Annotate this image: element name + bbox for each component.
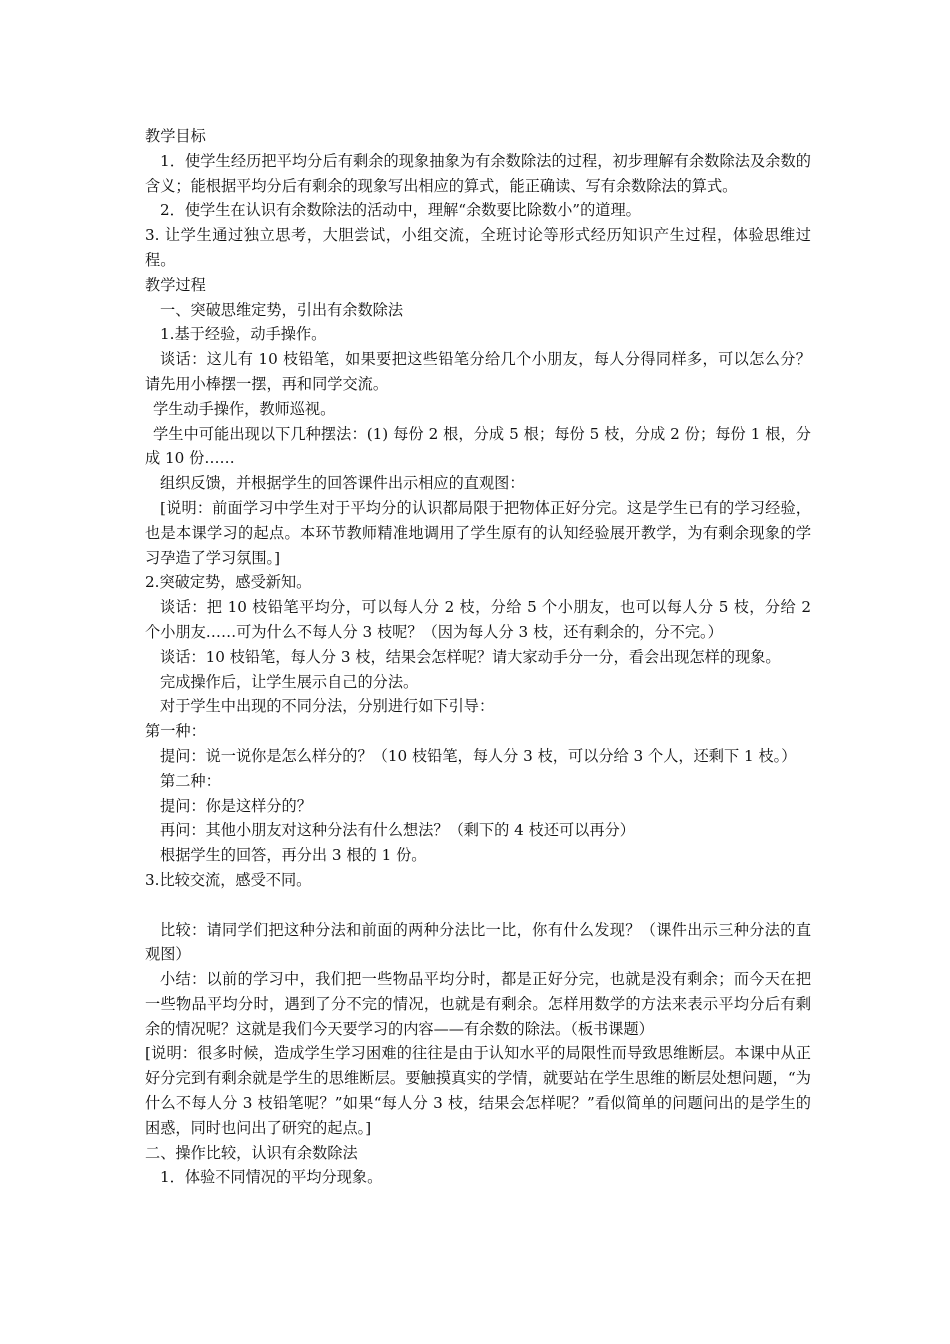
body-paragraph: 第二种： <box>160 771 221 790</box>
note-paragraph: [说明：前面学习中学生对于平均分的认识都局限于把物体正好分完。这是学生已有的学习经验，也是本课学习的起点。本环节教师精准地调用了学生原有的认知经验展开教学，为有剩余现象的学习孕造了学习氛围。] <box>145 498 811 567</box>
subsection-heading: 二、操作比较，认识有余数除法 <box>145 1143 358 1162</box>
subsection-heading: 一、突破思维定势，引出有余数除法 <box>160 300 403 319</box>
step-heading: 1．体验不同情况的平均分现象。 <box>160 1168 383 1187</box>
goal-item: 2．使学生在认识有余数除法的活动中，理解“余数要比除数小”的道理。 <box>160 201 641 220</box>
body-paragraph: 谈话：这儿有 10 枝铅笔，如果要把这些铅笔分给几个小朋友，每人分得同样多，可以怎么分？请先用小棒摆一摆，再和同学交流。 <box>145 350 811 393</box>
document-page <box>145 124 811 1190</box>
body-paragraph: 完成操作后，让学生展示自己的分法。 <box>160 672 419 691</box>
section-heading: 教学目标 <box>145 127 206 145</box>
goal-item: 3. 让学生通过独立思考，大胆尝试，小组交流，全班讨论等形式经历知识产生过程，体验思维过程。 <box>145 226 811 269</box>
body-paragraph: 提问：你是这样分的？ <box>160 796 312 815</box>
body-paragraph: 组织反馈，并根据学生的回答课件出示相应的直观图： <box>160 474 525 493</box>
note-paragraph: [说明：很多时候，造成学生学习困难的往往是由于认知水平的局限性而导致思维断层。本课中从正好分完到有剩余就是学生的思维断层。要触摸真实的学情，就要站在学生思维的断层处想问题，“为什么不每人分 3 枝铅笔呢？”如果“每人分 3 枝，结果会怎样呢？”看似简单的问题问出的是学生的困惑，同时也问出了研究的起点。] <box>145 1044 811 1137</box>
blank-line <box>145 893 811 918</box>
step-heading: 2.突破定势，感受新知。 <box>145 573 312 592</box>
body-paragraph: 谈话：把 10 枝铅笔平均分，可以每人分 2 枝，分给 5 个小朋友，也可以每人分 5 枝，分给 2 个小朋友……可为什么不每人分 3 枝呢？（因为每人分 3 枝，还有剩余的，分不完。） <box>145 598 811 641</box>
body-paragraph: 谈话：10 枝铅笔，每人分 3 枝，结果会怎样呢？请大家动手分一分，看会出现怎样的现象。 <box>160 647 781 666</box>
body-paragraph: 学生中可能出现以下几种摆法：(1) 每份 2 根，分成 5 根；每份 5 枝，分成 2 份；每份 1 根，分成 10 份…… <box>145 424 811 468</box>
section-heading: 教学过程 <box>145 275 206 294</box>
body-paragraph: 小结：以前的学习中，我们把一些物品平均分时，都是正好分完，也就是没有剩余；而今天在把一些物品平均分时，遇到了分不完的情况，也就是有剩余。怎样用数学的方法来表示平均分后有剩余的情况呢？这就是我们今天要学习的内容——有余数的除法。（板书课题） <box>145 970 811 1038</box>
body-paragraph: 提问：说一说你是怎么样分的？（10 枝铅笔，每人分 3 枝，可以分给 3 个人，还剩下 1 枝。） <box>160 746 797 765</box>
body-paragraph: 比较：请同学们把这种分法和前面的两种分法比一比，你有什么发现？（课件出示三种分法的直观图） <box>145 920 811 964</box>
step-heading: 1.基于经验，动手操作。 <box>160 325 327 344</box>
body-paragraph: 学生动手操作，教师巡视。 <box>153 399 336 418</box>
goal-item: 1．使学生经历把平均分后有剩余的现象抽象为有余数除法的过程，初步理解有余数除法及余数的含义；能根据平均分后有剩余的现象写出相应的算式，能正确读、写有余数除法的算式。 <box>145 151 811 195</box>
body-paragraph: 根据学生的回答，再分出 3 根的 1 份。 <box>160 846 427 865</box>
body-paragraph: 再问：其他小朋友对这种分法有什么想法？（剩下的 4 枝还可以再分） <box>160 821 635 840</box>
body-paragraph: 对于学生中出现的不同分法，分别进行如下引导： <box>160 697 495 716</box>
body-paragraph: 第一种： <box>145 722 206 741</box>
step-heading: 3.比较交流，感受不同。 <box>145 870 312 889</box>
